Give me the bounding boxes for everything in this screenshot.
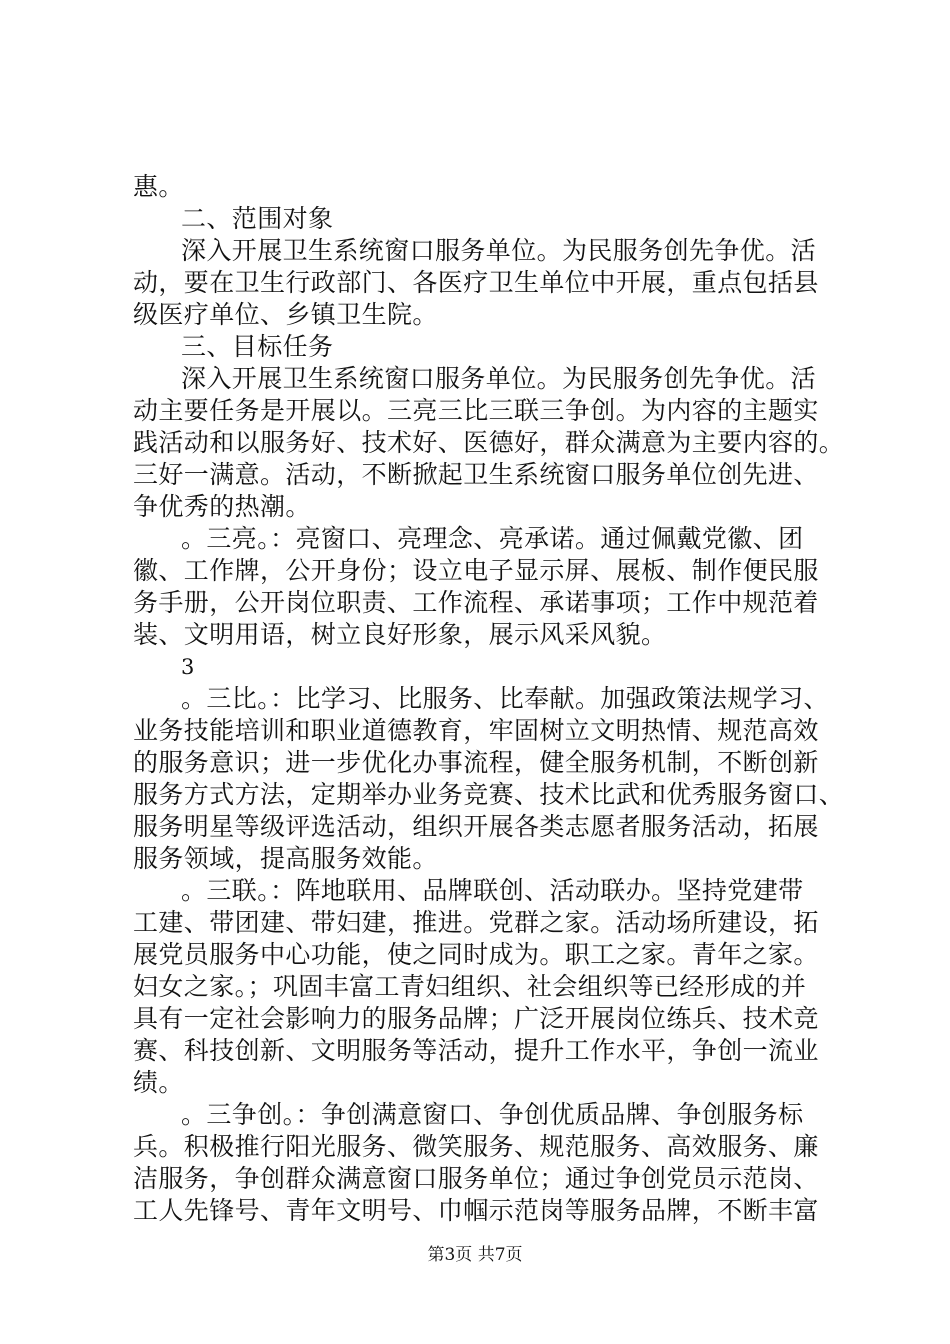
- text-line: 具有一定社会影响力的服务品牌；广泛开展岗位练兵、技术竞: [133, 1004, 819, 1033]
- text-line: 。三联。：阵地联用、品牌联创、活动联办。坚持党建带: [181, 876, 804, 905]
- text-line: 深入开展卫生系统窗口服务单位。为民服务创先争优。活: [181, 364, 817, 393]
- text-line: 展党员服务中心功能，使之同时成为。职工之家。青年之家。: [133, 940, 819, 969]
- text-line: 的服务意识；进一步优化办事流程，健全服务机制，不断创新: [133, 748, 819, 777]
- text-line: 级医疗单位、乡镇卫生院。: [133, 300, 438, 329]
- text-line: 服务领域，提高服务效能。: [133, 844, 438, 873]
- text-line: 深入开展卫生系统窗口服务单位。为民服务创先争优。活: [181, 236, 817, 265]
- text-line: 动主要任务是开展以。三亮三比三联三争创。为内容的主题实: [133, 396, 819, 425]
- text-line: 惠。: [133, 172, 184, 201]
- text-line: 兵。积极推行阳光服务、微笑服务、规范服务、高效服务、廉: [133, 1132, 819, 1161]
- page-footer: [0, 1243, 950, 1267]
- text-line: 动，要在卫生行政部门、各医疗卫生单位中开展，重点包括县: [133, 268, 819, 297]
- text-line: 业务技能培训和职业道德教育，牢固树立文明热情、规范高效: [133, 716, 819, 745]
- page-number-label: 第3页 共7页: [427, 1245, 523, 1265]
- text-line: 三好一满意。活动，不断掀起卫生系统窗口服务单位创先进、: [133, 460, 819, 489]
- text-line: 工建、带团建、带妇建，推进。党群之家。活动场所建设，拓: [133, 908, 819, 937]
- text-line: 。三比。：比学习、比服务、比奉献。加强政策法规学习、: [181, 684, 829, 713]
- text-line: 装、文明用语，树立良好形象，展示风采风貌。: [133, 620, 667, 649]
- section-heading: 二、范围对象: [181, 204, 334, 233]
- text-line: 践活动和以服务好、技术好、医德好，群众满意为主要内容的。: [133, 428, 845, 457]
- text-line: 洁服务，争创群众满意窗口服务单位；通过争创党员示范岗、: [133, 1164, 819, 1193]
- text-line: 务手册，公开岗位职责、工作流程、承诺事项；工作中规范着: [133, 588, 819, 617]
- text-line: 赛、科技创新、文明服务等活动，提升工作水平，争创一流业: [133, 1036, 819, 1065]
- text-line: 工人先锋号、青年文明号、巾帼示范岗等服务品牌，不断丰富: [133, 1196, 819, 1225]
- text-line: 争优秀的热潮。: [133, 492, 311, 521]
- text-line: 徽、工作牌，公开身份；设立电子显示屏、展板、制作便民服: [133, 556, 819, 585]
- section-heading: 三、目标任务: [181, 332, 334, 361]
- text-line: 。三亮。：亮窗口、亮理念、亮承诺。通过佩戴党徽、团: [181, 524, 804, 553]
- text-line: 服务明星等级评选活动，组织开展各类志愿者服务活动，拓展: [133, 812, 819, 841]
- text-line: 妇女之家。；巩固丰富工青妇组织、社会组织等已经形成的并: [133, 972, 807, 1001]
- inline-number: 3: [181, 655, 195, 679]
- document-body: [133, 171, 845, 1227]
- text-line: 服务方式方法，定期举办业务竞赛、技术比武和优秀服务窗口、: [133, 780, 845, 809]
- text-line: 。三争创。：争创满意窗口、争创优质品牌、争创服务标: [181, 1100, 804, 1129]
- text-line: 绩。: [133, 1068, 184, 1097]
